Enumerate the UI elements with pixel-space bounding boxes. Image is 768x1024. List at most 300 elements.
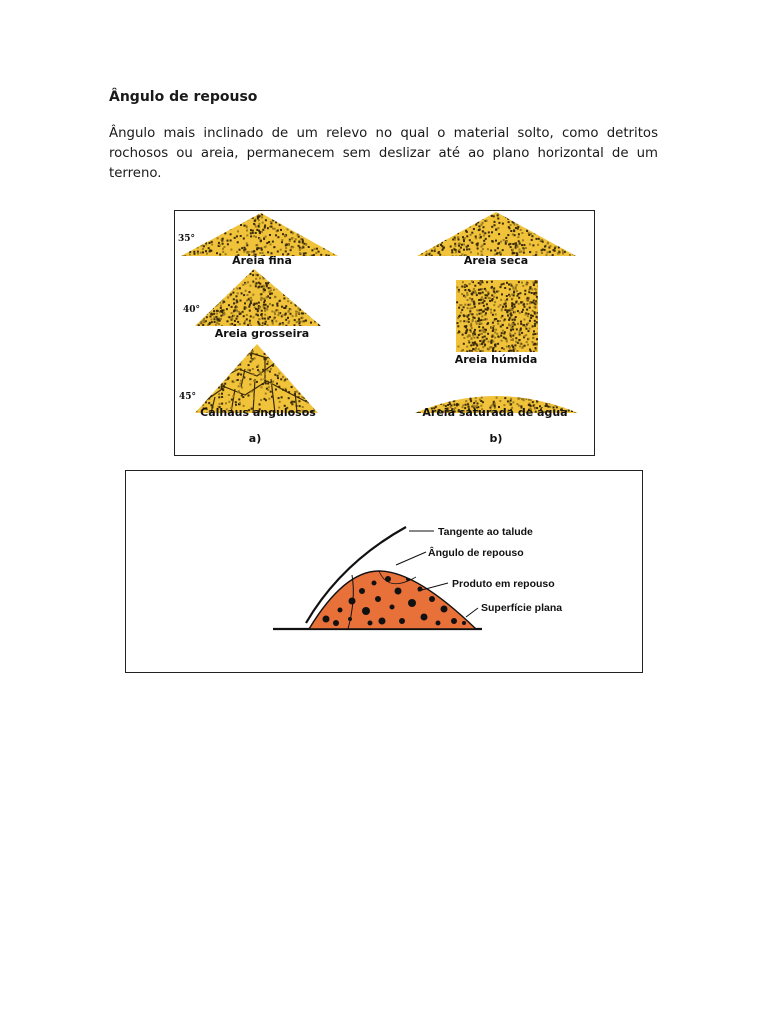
sand-grain [221,298,223,300]
sand-grain [316,383,318,385]
sand-grain [300,357,302,359]
sand-grain [542,221,544,223]
sand-grain [423,215,425,217]
sand-grain [213,316,215,318]
sand-grain [309,314,311,316]
sand-grain [513,230,515,232]
sand-grain [240,369,242,371]
sand-grain [266,296,268,298]
sand-grain [514,333,516,335]
sand-grain [227,297,229,299]
sand-grain [227,222,229,224]
sand-grain [199,228,201,230]
sand-grain [452,214,454,216]
sand-grain [456,218,458,220]
sand-grain [525,314,527,316]
sand-grain [431,224,433,226]
sand-grain [290,214,292,216]
sand-grain [278,386,280,388]
sand-grain [196,318,198,320]
sand-grain [265,304,267,306]
sand-grain [192,223,194,225]
sand-grain [267,369,269,371]
sand-grain [252,294,254,296]
sand-grain [492,329,494,331]
sand-grain [509,288,511,290]
sand-grain [300,296,302,298]
sand-grain [459,225,461,227]
sand-grain [302,347,304,349]
sand-grain [235,277,237,279]
sand-grain [463,249,465,251]
sand-grain [307,376,309,378]
sand-grain [287,378,289,380]
sand-grain [336,232,338,234]
figure-a-canvas [175,211,596,457]
sand-grain [431,250,433,252]
sand-grain [299,283,301,285]
sand-grain [272,228,274,230]
sand-grain [206,273,208,275]
block-wet-sand [456,280,540,354]
sand-grain [199,359,201,361]
sand-grain [528,330,530,332]
sand-grain [239,287,241,289]
sand-grain [207,357,209,359]
sand-grain [486,309,488,311]
sand-grain [290,308,292,310]
sand-grain [195,241,197,243]
sand-grain [569,254,571,256]
sand-grain [427,228,429,230]
sand-grain [249,320,251,322]
sand-grain [261,345,263,347]
sand-grain [440,233,442,235]
sand-grain [537,280,539,282]
sand-grain [253,235,255,237]
sand-grain [477,221,479,223]
sand-grain [257,274,259,276]
sand-grain [195,232,197,234]
sand-grain [574,212,576,214]
sand-grain [194,216,196,218]
sand-grain [197,253,199,255]
sand-grain [198,220,200,222]
sand-grain [572,253,574,255]
sand-grain [263,378,265,380]
sand-grain [561,239,563,241]
sand-grain [219,273,221,275]
sand-grain [284,216,286,218]
sand-grain [299,349,301,351]
sand-grain [233,381,235,383]
sand-grain [427,227,429,229]
sand-grain [278,272,280,274]
sand-grain [222,278,224,280]
sand-grain [232,292,234,294]
sand-grain [250,232,252,234]
sand-grain [314,214,316,216]
sand-grain [338,214,340,216]
sand-grain [270,287,272,289]
sand-grain [291,269,293,271]
sand-grain [479,350,481,352]
sand-grain [327,242,329,244]
sand-grain [251,299,253,301]
sand-grain [515,316,517,318]
sand-grain [283,345,285,347]
sand-grain [274,296,276,298]
sand-grain [518,297,520,299]
sand-grain [456,220,458,222]
sand-grain [515,301,517,303]
sand-grain [236,221,238,223]
sand-grain [181,231,183,233]
sand-grain [481,315,483,317]
sand-grain [425,245,427,247]
sand-grain [200,218,202,220]
sand-grain [316,307,318,309]
sand-grain [198,324,200,326]
sand-grain [205,311,207,313]
sand-grain [200,252,202,254]
sand-grain [220,299,222,301]
sand-grain [467,316,469,318]
sand-grain [307,219,309,221]
sand-grain [439,402,441,404]
sand-grain [549,251,551,253]
sand-grain [498,233,500,235]
sand-grain [574,413,576,415]
sand-grain [217,374,219,376]
sand-grain [425,216,427,218]
sand-grain [467,307,469,309]
sand-grain [256,282,258,284]
sand-grain [501,284,503,286]
sand-grain [220,363,222,365]
sand-grain [528,399,530,401]
sand-grain [302,246,304,248]
sand-grain [453,224,455,226]
sand-grain [202,297,204,299]
sand-grain [271,396,273,398]
sand-grain [253,316,255,318]
sand-grain [441,242,443,244]
sand-grain [306,346,308,348]
sand-grain [306,371,308,373]
sand-grain [484,331,486,333]
sand-grain [189,251,191,253]
sand-grain [272,358,274,360]
sand-grain [516,328,518,330]
sand-grain [465,220,467,222]
label-angle-of-repose: Ângulo de repouso [428,547,524,559]
sand-grain [297,295,299,297]
figure-angle-comparison [174,210,595,456]
sand-grain [240,361,242,363]
sand-grain [506,282,508,284]
sand-grain [475,292,477,294]
sand-grain [463,343,465,345]
sand-grain [444,397,446,399]
sand-grain [535,294,537,296]
sand-grain [325,217,327,219]
sand-grain [544,246,546,248]
sand-grain [257,314,259,316]
sand-grain [289,347,291,349]
sand-grain [238,373,240,375]
sand-grain [193,218,195,220]
sand-grain [280,364,282,366]
sand-grain [223,385,225,387]
sand-grain [225,219,227,221]
sand-grain [488,297,490,299]
sand-grain [204,368,206,370]
sand-grain [475,347,477,349]
sand-grain [546,218,548,220]
sand-grain [299,252,301,254]
sand-grain [336,241,338,243]
sand-grain [453,232,455,234]
sand-grain [269,234,271,236]
sand-grain [525,398,527,400]
sand-grain [516,224,518,226]
sand-grain [284,314,286,316]
sand-grain [316,317,318,319]
sand-grain [261,231,263,233]
sand-grain [532,333,534,335]
sand-grain [317,232,319,234]
sand-grain [475,236,477,238]
sand-grain [283,223,285,225]
sand-grain [197,214,199,216]
sand-grain [277,375,279,377]
sand-grain [220,287,222,289]
sand-grain [280,378,282,380]
sand-grain [282,323,284,325]
sand-grain [258,230,260,232]
sand-grain [486,281,488,283]
sand-grain [460,247,462,249]
figure-angle-of-repose-diagram [125,470,643,673]
sand-grain [526,309,528,311]
sand-grain [201,276,203,278]
sand-grain [563,233,565,235]
sand-grain [525,326,527,328]
sand-grain [282,376,284,378]
label-flat-surface: Superfície plana [481,602,563,614]
sand-grain [574,256,576,258]
sand-grain [314,273,316,275]
sand-grain [309,277,311,279]
sand-grain [548,237,550,239]
sand-grain [219,232,221,234]
sand-grain [308,237,310,239]
sand-grain [266,308,268,310]
sand-grain [512,339,514,341]
sand-grain [539,221,541,223]
sand-grain [526,225,528,227]
sand-grain [453,214,455,216]
sand-grain [227,362,229,364]
sand-grain [427,213,429,215]
sand-grain [518,303,520,305]
sand-grain [210,216,212,218]
sand-grain [198,289,200,291]
sand-grain [239,323,241,325]
sand-grain [464,296,466,298]
sand-grain [279,217,281,219]
sand-grain [515,337,517,339]
sand-grain [289,276,291,278]
sand-grain [317,312,319,314]
sand-grain [272,241,274,243]
sand-grain [481,350,483,352]
sand-grain [200,318,202,320]
sand-grain [534,333,536,335]
sand-grain [490,342,492,344]
sand-grain [200,288,202,290]
sand-grain [277,288,279,290]
sand-grain [304,308,306,310]
sand-grain [532,217,534,219]
sand-grain [458,289,460,291]
sand-grain [306,307,308,309]
sand-grain [458,331,460,333]
sand-grain [222,248,224,250]
sand-grain [219,254,221,256]
sand-grain [208,270,210,272]
sand-grain [240,300,242,302]
sand-grain [300,375,302,377]
sand-grain [487,322,489,324]
sand-grain [420,224,422,226]
sand-grain [492,298,494,300]
sand-grain [195,323,197,325]
sand-grain [456,224,458,226]
sand-grain [510,215,512,217]
sand-grain [252,230,254,232]
sand-grain [421,252,423,254]
sand-grain [459,251,461,253]
sand-grain [514,324,516,326]
sand-grain [538,343,540,345]
sand-grain [455,255,457,257]
sand-grain [256,247,258,249]
sand-grain [311,282,313,284]
sand-grain [182,229,184,231]
sand-grain [480,236,482,238]
sand-grain [456,301,458,303]
sand-grain [497,320,499,322]
sand-grain [296,275,298,277]
sand-grain [288,397,290,399]
sand-grain [535,302,537,304]
sand-grain [419,244,421,246]
sand-grain [219,354,221,356]
sand-grain [200,322,202,324]
sand-grain [537,297,539,299]
sand-grain [201,288,203,290]
sand-grain [201,285,203,287]
sand-grain [273,272,275,274]
sand-grain [275,320,277,322]
sand-grain [509,317,511,319]
sand-grain [510,314,512,316]
sand-grain [510,215,512,217]
sand-grain [310,322,312,324]
sand-grain [320,286,322,288]
sand-grain [314,298,316,300]
sand-grain [209,276,211,278]
sand-grain [246,226,248,228]
sand-grain [519,292,521,294]
sand-grain [457,325,459,327]
sand-grain [216,275,218,277]
sand-grain [483,235,485,237]
sand-grain [574,247,576,249]
sand-grain [526,283,528,285]
sand-grain [506,311,508,313]
sand-grain [246,234,248,236]
sand-grain [303,309,305,311]
sand-grain [220,310,222,312]
sand-grain [227,240,229,242]
sand-grain [193,213,195,215]
sand-grain [213,280,215,282]
sand-grain [293,280,295,282]
sand-grain [264,373,266,375]
sand-grain [216,370,218,372]
sand-grain [511,302,513,304]
sand-grain [442,214,444,216]
sand-grain [460,219,462,221]
sand-grain [230,240,232,242]
sand-grain [309,302,311,304]
sand-grain [275,280,277,282]
sand-grain [285,389,287,391]
sand-grain [289,240,291,242]
sand-grain [210,395,212,397]
sand-grain [459,255,461,257]
sand-grain [259,277,261,279]
sand-grain [261,214,263,216]
sand-grain [458,291,460,293]
sand-grain [425,255,427,257]
sand-grain [304,292,306,294]
sand-grain [510,230,512,232]
sand-grain [559,216,561,218]
sand-grain [199,280,201,282]
sand-grain [532,325,534,327]
sand-grain [285,319,287,321]
sand-grain [476,314,478,316]
sand-grain [482,298,484,300]
sand-grain [547,242,549,244]
sand-grain [205,250,207,252]
sand-grain [472,320,474,322]
sand-grain [461,218,463,220]
sand-grain [481,296,483,298]
sand-grain [552,254,554,256]
sand-grain [529,328,531,330]
sand-grain [239,279,241,281]
sand-grain [503,239,505,241]
sand-grain [301,312,303,314]
sand-grain [442,249,444,251]
sand-grain [256,229,258,231]
sand-grain [289,278,291,280]
